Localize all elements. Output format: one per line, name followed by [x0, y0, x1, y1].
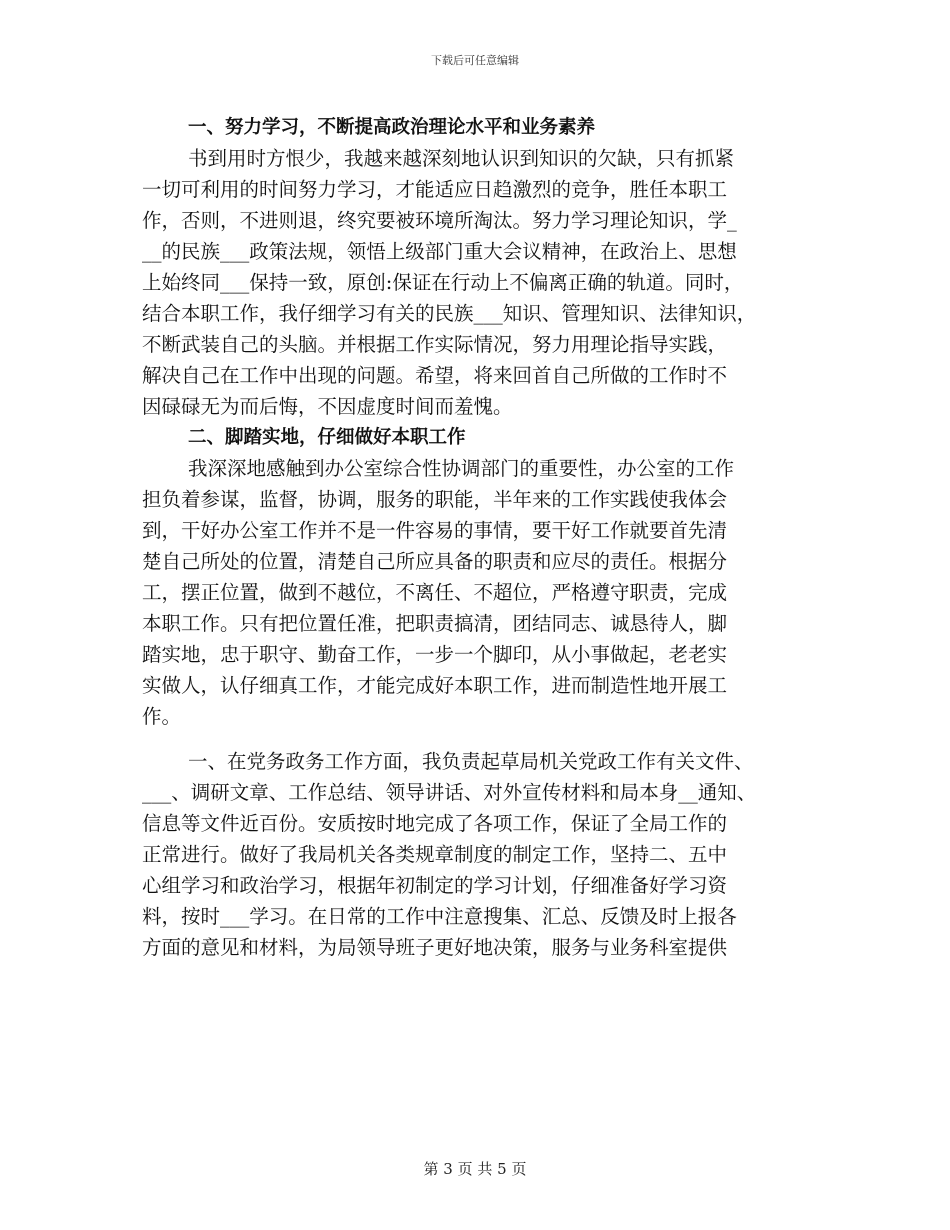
paragraph-line: 工，摆正位置，做到不越位，不离任、不超位，严格遵守职责，完成	[142, 581, 728, 604]
paragraph-line: 担负着参谋，监督，协调，服务的职能，半年来的工作实践使我体会	[142, 488, 728, 511]
paragraph-line: 一切可利用的时间努力学习，才能适应日趋激烈的竞争，胜任本职工	[142, 178, 728, 201]
paragraph-line: 作。	[142, 705, 182, 728]
paragraph-line: 解决自己在工作中出现的问题。希望，将来回首自己所做的工作时不	[142, 364, 728, 387]
paragraph-line: __的民族___政策法规，领悟上级部门重大会议精神，在政治上、思想	[142, 240, 737, 263]
paragraph-line: 书到用时方恨少，我越来越深刻地认识到知识的欠缺，只有抓紧	[188, 147, 735, 170]
paragraph-line: 结合本职工作，我仔细学习有关的民族___知识、管理知识、法律知识，	[142, 302, 757, 325]
paragraph-line: 本职工作。只有把位置任准，把职责搞清，团结同志、诚恳待人，脚	[142, 612, 728, 635]
section-heading-1: 一、努力学习，不断提高政治理论水平和业务素养	[188, 117, 596, 138]
paragraph-line: 不断武装自己的头脑。并根据工作实际情况，努力用理论指导实践，	[142, 333, 728, 356]
section-heading-2: 二、脚踏实地，仔细做好本职工作	[188, 427, 466, 448]
paragraph-line: 方面的意见和材料，为局领导班子更好地决策，服务与业务科室提供	[142, 936, 728, 959]
paragraph-line: 信息等文件近百份。安质按时地完成了各项工作，保证了全局工作的	[142, 812, 728, 835]
paragraph-gap	[142, 732, 810, 746]
paragraph-line: 料，按时___学习。在日常的工作中注意搜集、汇总、反馈及时上报各	[142, 905, 737, 928]
page-header-note: 下载后可任意编辑	[431, 54, 519, 67]
paragraph-line: 楚自己所处的位置，清楚自己所应具备的职责和应尽的责任。根据分	[142, 550, 728, 573]
page-number-footer: 第 3 页 共 5 页	[423, 1160, 527, 1178]
paragraph-line: 作，否则，不进则退，终究要被环境所淘汰。努力学习理论知识，学_	[142, 209, 737, 232]
paragraph-line: 上始终同___保持一致，原创:保证在行动上不偏离正确的轨道。同时，	[142, 271, 744, 294]
document-body	[142, 112, 810, 963]
paragraph-line: 踏实地，忠于职守、勤奋工作，一步一个脚印，从小事做起，老老实	[142, 643, 728, 666]
paragraph-line: 实做人，认仔细真工作，才能完成好本职工作，进而制造性地开展工	[142, 674, 728, 697]
paragraph-line: 心组学习和政治学习，根据年初制定的学习计划，仔细准备好学习资	[142, 874, 728, 897]
paragraph-line: 正常进行。做好了我局机关各类规章制度的制定工作，坚持二、五中	[142, 843, 728, 866]
paragraph-line: ___、调研文章、工作总结、领导讲话、对外宣传材料和局本身__通知、	[142, 781, 757, 804]
paragraph-line: 因碌碌无为而后悔，不因虚度时间而羞愧。	[142, 395, 513, 418]
paragraph-line: 到，干好办公室工作并不是一件容易的事情，要干好工作就要首先清	[142, 519, 728, 542]
paragraph-line: 我深深地感触到办公室综合性协调部门的重要性，办公室的工作	[188, 457, 735, 480]
paragraph-line: 一、在党务政务工作方面，我负责起草局机关党政工作有关文件、	[188, 750, 754, 773]
